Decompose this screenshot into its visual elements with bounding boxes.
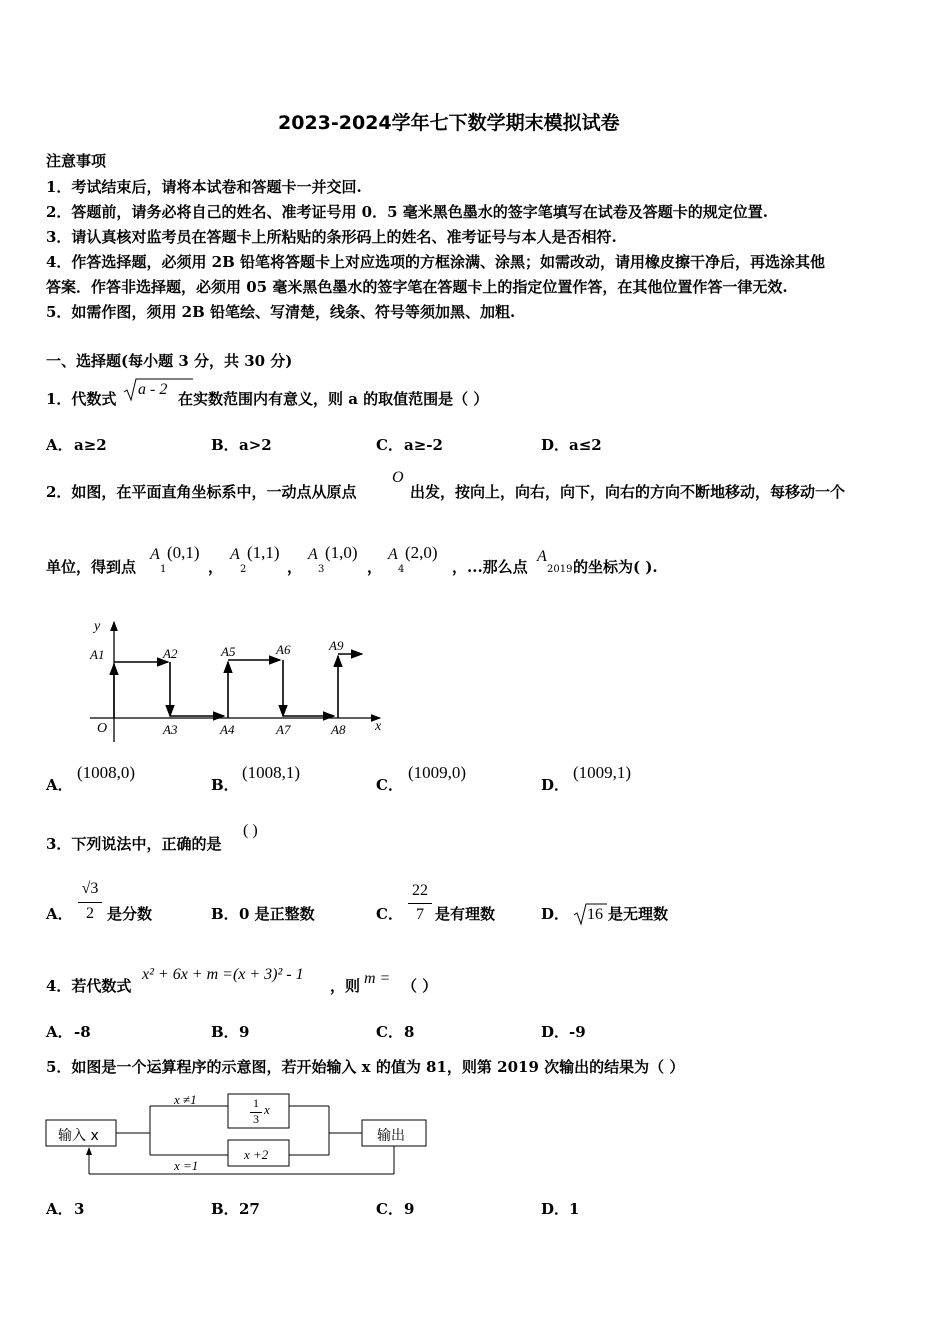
- q4-stem-mid: ，则: [330, 977, 361, 995]
- q3-option-c-denominator: 7: [416, 906, 424, 923]
- separator: ，: [208, 558, 224, 576]
- q5-option-c-label: C．: [376, 1200, 403, 1218]
- q2-path-figure: [80, 612, 400, 752]
- q2-option-c[interactable]: (1009,0): [408, 763, 467, 782]
- point-a3-sub: 3: [318, 564, 325, 575]
- figure-y-label: y: [94, 619, 101, 634]
- q4-option-b-label: B．: [211, 1023, 239, 1041]
- point-a4-sub: 4: [398, 564, 405, 575]
- q1-radicand: a - 2: [138, 381, 168, 398]
- q1-option-b[interactable]: a>2: [239, 436, 272, 454]
- q2-stem-line2-pre: 单位，得到点: [46, 558, 137, 576]
- page-title: 2023-2024学年七下数学期末模拟试卷: [278, 112, 620, 134]
- q3-option-b[interactable]: 0 是正整数: [239, 905, 315, 923]
- notice-item: 答案．作答非选择题，必须用 05 毫米黑色墨水的签字笔在答题卡上的指定位置作答，在其他位置作答一律无效.: [46, 278, 788, 296]
- figure-point-label: A6: [276, 642, 291, 657]
- q5-option-d[interactable]: 1: [569, 1200, 580, 1218]
- q3-option-d-radicand: 16: [587, 906, 603, 923]
- figure-point-label: A7: [276, 722, 291, 737]
- flow-output-box: 输出: [377, 1128, 405, 1144]
- q2-option-a[interactable]: (1008,0): [77, 763, 136, 782]
- q4-stem-pre: 4．若代数式: [46, 977, 132, 995]
- separator: ，: [367, 558, 383, 576]
- point-target-name: A: [537, 548, 547, 565]
- q3-stem: 3．下列说法中，正确的是: [46, 835, 222, 853]
- separator: ，: [287, 558, 303, 576]
- q2-origin: O: [392, 469, 404, 486]
- flow-op-top-denominator: 3: [253, 1112, 259, 1126]
- q2-stem-line1-post: 出发，按向上，向右，向下，向右的方向不断地移动，每移动一个: [410, 483, 846, 501]
- q3-option-c-numerator: 22: [412, 882, 428, 899]
- q4-variable: m =: [364, 970, 391, 987]
- q1-option-c[interactable]: a≥-2: [404, 436, 443, 454]
- q3-option-c-label: C．: [376, 905, 403, 923]
- q4-option-c-label: C．: [376, 1023, 403, 1041]
- figure-point-label: A3: [163, 722, 178, 737]
- q5-option-a[interactable]: 3: [74, 1200, 85, 1218]
- flow-op-top-numerator: 1: [253, 1096, 259, 1110]
- q1-option-d-label: D．: [541, 436, 570, 454]
- flow-input-box: 输入 x: [58, 1128, 99, 1144]
- q5-option-d-label: D．: [541, 1200, 570, 1218]
- figure-point-label: A4: [220, 722, 235, 737]
- q3-paren: ( ): [243, 822, 258, 839]
- q4-option-a-label: A．: [46, 1023, 73, 1041]
- point-a1-sub: 1: [160, 564, 167, 575]
- flow-op-top-variable: x: [264, 1102, 270, 1117]
- section-heading: 一、选择题(每小题 3 分，共 30 分): [46, 352, 293, 370]
- point-a3-name: A: [308, 546, 318, 563]
- point-target-sub: 2019: [547, 564, 573, 575]
- q3-option-d[interactable]: 是无理数: [608, 905, 669, 923]
- q3-option-a-numerator: √3: [81, 880, 99, 897]
- point-a2-coord: (1,1): [247, 543, 280, 562]
- figure-point-label: A8: [331, 722, 346, 737]
- point-a4-name: A: [388, 546, 398, 563]
- q2-option-b[interactable]: (1008,1): [242, 763, 301, 782]
- point-a3-coord: (1,0): [325, 543, 358, 562]
- flow-condition-top: x ≠1: [174, 1092, 197, 1107]
- figure-point-label: A1: [90, 647, 105, 662]
- q1-option-d[interactable]: a≤2: [569, 436, 602, 454]
- q2-stem-line1-pre: 2．如图，在平面直角坐标系中，一动点从原点: [46, 483, 357, 501]
- q1-option-a-label: A．: [46, 436, 73, 454]
- q1-option-a[interactable]: a≥2: [74, 436, 107, 454]
- q3-option-b-label: B．: [211, 905, 239, 923]
- q5-stem: 5．如图是一个运算程序的示意图，若开始输入 x 的值为 81，则第 2019 次输出的结果为（ ）: [46, 1058, 685, 1076]
- q1-option-c-label: C．: [376, 436, 403, 454]
- notice-item: 4．作答选择题，必须用 2B 铅笔将答题卡上对应选项的方框涂满、涂黑；如需改动，请用橡皮擦干净后，再选涂其他: [46, 253, 826, 271]
- q3-option-a-label: A．: [46, 905, 73, 923]
- q1-option-b-label: B．: [211, 436, 239, 454]
- q3-option-c[interactable]: 是有理数: [435, 905, 496, 923]
- fraction-bar: [78, 902, 102, 903]
- notice-item: 5．如需作图，须用 2B 铅笔绘、写清楚，线条、符号等须加黑、加粗.: [46, 303, 516, 321]
- q5-option-a-label: A．: [46, 1200, 73, 1218]
- q5-option-b[interactable]: 27: [239, 1200, 260, 1218]
- q5-option-c[interactable]: 9: [404, 1200, 415, 1218]
- q2-option-d[interactable]: (1009,1): [573, 763, 632, 782]
- q4-stem-post: （ ）: [402, 977, 438, 995]
- point-a4-coord: (2,0): [405, 543, 438, 562]
- q4-option-b[interactable]: 9: [239, 1023, 250, 1041]
- notice-item: 3．请认真核对监考员在答题卡上所粘贴的条形码上的姓名、准考证号与本人是否相符.: [46, 228, 617, 246]
- q3-option-d-label: D．: [541, 905, 570, 923]
- point-a1-coord: (0,1): [167, 543, 200, 562]
- q2-option-c-label: C．: [376, 776, 403, 794]
- point-a2-name: A: [230, 546, 240, 563]
- q4-option-a[interactable]: -8: [74, 1023, 91, 1041]
- q2-stem-line2-mid: ，...那么点: [452, 558, 528, 576]
- q2-option-b-label: B．: [211, 776, 239, 794]
- q4-option-d-label: D．: [541, 1023, 570, 1041]
- q3-option-a-denominator: 2: [86, 905, 94, 922]
- q2-stem-line2-post: 的坐标为( ).: [573, 558, 658, 576]
- notice-item: 2．答题前，请务必将自己的姓名、准考证号用 0．5 毫米黑色墨水的签字笔填写在试卷及答题卡的规定位置.: [46, 203, 768, 221]
- flow-op-bottom: x +2: [244, 1147, 269, 1162]
- point-a2-sub: 2: [240, 564, 247, 575]
- q4-option-c[interactable]: 8: [404, 1023, 415, 1041]
- q1-stem-post: 在实数范围内有意义，则 a 的取值范围是（ ）: [178, 390, 489, 408]
- figure-point-label: A2: [163, 646, 178, 661]
- q1-stem-pre: 1．代数式: [46, 390, 117, 408]
- notice-heading: 注意事项: [46, 152, 107, 170]
- figure-x-label: x: [375, 719, 382, 734]
- fraction-bar: [408, 903, 432, 904]
- notice-item: 1．考试结束后，请将本试卷和答题卡一并交回.: [46, 178, 362, 196]
- q5-option-b-label: B．: [211, 1200, 239, 1218]
- q2-option-d-label: D．: [541, 776, 570, 794]
- q4-expression: x² + 6x + m =(x + 3)² - 1: [142, 966, 304, 983]
- q3-option-a[interactable]: 是分数: [107, 905, 153, 923]
- figure-point-label: A5: [221, 644, 236, 659]
- figure-origin-label: O: [97, 721, 108, 736]
- figure-point-label: A9: [329, 638, 344, 653]
- q4-option-d[interactable]: -9: [569, 1023, 586, 1041]
- q2-option-a-label: A．: [46, 776, 73, 794]
- point-a1-name: A: [150, 546, 160, 563]
- flow-condition-bottom: x =1: [174, 1158, 199, 1173]
